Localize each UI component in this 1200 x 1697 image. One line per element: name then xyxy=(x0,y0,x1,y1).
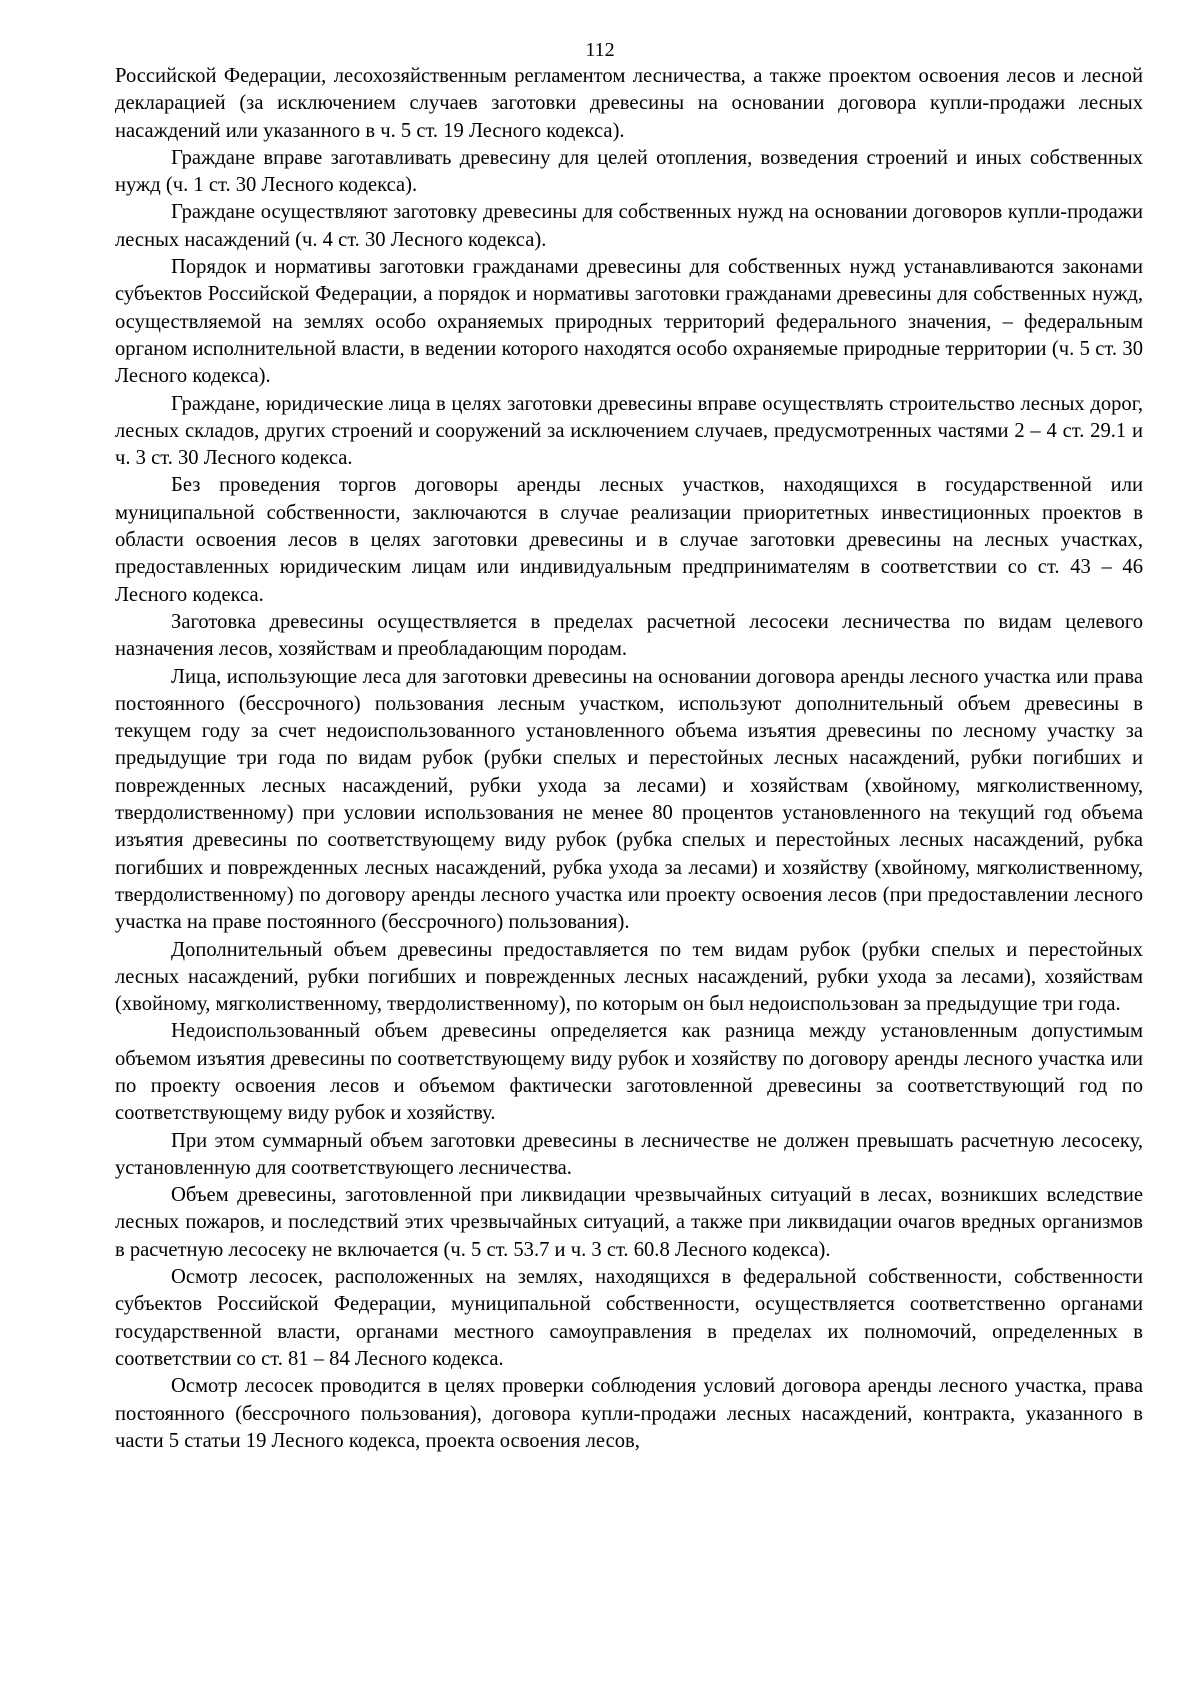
paragraph: При этом суммарный объем заготовки древесины в лесничестве не должен превышать расчетную лесосеку, установленную для соответствующего лесничества. xyxy=(115,1129,1143,1179)
paragraph: Заготовка древесины осуществляется в пределах расчетной лесосеки лесничества по видам целевого назначения лесов, хозяйствам и преобладающим породам. xyxy=(115,610,1143,661)
paragraph: Объем древесины, заготовленной при ликвидации чрезвычайных ситуаций в лесах, возникших вследствие лесных пожаров, и последствий этих чрезвычайных ситуаций, а также при ликвидации очагов вредных организмов в расчетную лесосеку не включается (ч. 5 ст. 53.7 и ч. 3 ст. 60.8 Лесного кодекса). xyxy=(115,1184,1143,1261)
paragraph: Дополнительный объем древесины предоставляется по тем видам рубок (рубки спелых и перестойных лесных насаждений, рубки погибших и поврежденных лесных насаждений, рубки ухода за лесами), хозяйствам (хвойному, мягколиственному, твердолиственному), по которым он был недоиспользован за предыдущие три года. xyxy=(115,938,1143,1016)
paragraph: Лица, использующие леса для заготовки древесины на основании договора аренды лесного участка или права постоянного (бессрочного) пользования лесным участком, используют дополнительный объем древесины в текущем году за счет недоиспользованного установленного объема изъятия древесины по лесному участку за предыдущие три года по видам рубок (рубки спелых и перестойных лесных насаждений, рубки погибших и поврежденных лесных насаждений, рубки ухода за лесами) и хозяйствам (хвойному, мягколиственному, твердолиственному) при условии использования не менее 80 процентов установленного на текущий год объема изъятия древесины по соответствующему виду рубок (рубка спелых и перестойных лесных насаждений, рубка погибших и поврежденных лесных насаждений, рубка ухода за лесами) и хозяйству (хвойному, мягколиственному, твердолиственному) по договору аренды лесного участка или проекту освоения лесов (при предоставлении лесного участка на праве постоянного (бессрочного) пользования). xyxy=(115,665,1143,934)
paragraph: Без проведения торгов договоры аренды лесных участков, находящихся в государственной или муниципальной собственности, заключаются в случае реализации приоритетных инвестиционных проектов в области освоения лесов в целях заготовки древесины и в случае заготовки древесины на лесных участках, предоставленных юридическим лицам или индивидуальным предпринимателям в соответствии со ст. 43 – 46 Лесного кодекса. xyxy=(115,474,1143,606)
paragraph-continuation: Российской Федерации, лесохозяйственным регламентом лесничества, а также проектом освоения лесов и лесной декларацией (за исключением случаев заготовки древесины на основании договора купли-продажи лесных насаждений или указанного в ч. 5 ст. 19 Лесного кодекса). xyxy=(115,65,1143,142)
paragraph: Осмотр лесосек проводится в целях проверки соблюдения условий договора аренды лесного участка, права постоянного (бессрочного пользования), договора купли-продажи лесных насаждений, контракта, указанного в части 5 статьи 19 Лесного кодекса, проекта освоения лесов, xyxy=(115,1375,1143,1452)
paragraph: Граждане, юридические лица в целях заготовки древесины вправе осуществлять строительство лесных дорог, лесных складов, других строений и сооружений за исключением случаев, предусмотренных частями 2 – 4 ст. 29.1 и ч. 3 ст. 30 Лесного кодекса. xyxy=(115,392,1143,470)
paragraph: Недоиспользованный объем древесины определяется как разница между установленным допустимым объемом изъятия древесины по соответствующему виду рубок и хозяйству по договору аренды лесного участка или по проекту освоения лесов и объемом фактически заготовленной древесины за соответствующий год по соответствующему виду рубок и хозяйству. xyxy=(115,1020,1143,1125)
paragraph: Осмотр лесосек, расположенных на землях, находящихся в федеральной собственности, собственности субъектов Российской Федерации, муниципальной собственности, осуществляется соответственно органами государственной власти, органами местного самоуправления в пределах их полномочий, определенных в соответствии со ст. 81 – 84 Лесного кодекса. xyxy=(115,1266,1143,1370)
page-body xyxy=(115,63,1143,1455)
paragraph: Граждане осуществляют заготовку древесины для собственных нужд на основании договоров купли-продажи лесных насаждений (ч. 4 ст. 30 Лесного кодекса). xyxy=(115,201,1143,251)
paragraph: Граждане вправе заготавливать древесину для целей отопления, возведения строений и иных собственных нужд (ч. 1 ст. 30 Лесного кодекса). xyxy=(115,146,1143,197)
page-number: 112 xyxy=(585,39,615,61)
paragraph: Порядок и нормативы заготовки гражданами древесины для собственных нужд устанавливаются законами субъектов Российской Федерации, а порядок и нормативы заготовки гражданами древесины для собственных нужд, осуществляемой на землях особо охраняемых природных территорий федерального значения, – федеральным органом исполнительной власти, в ведении которого находятся особо охраняемые природные территории (ч. 5 ст. 30 Лесного кодекса). xyxy=(115,256,1143,388)
